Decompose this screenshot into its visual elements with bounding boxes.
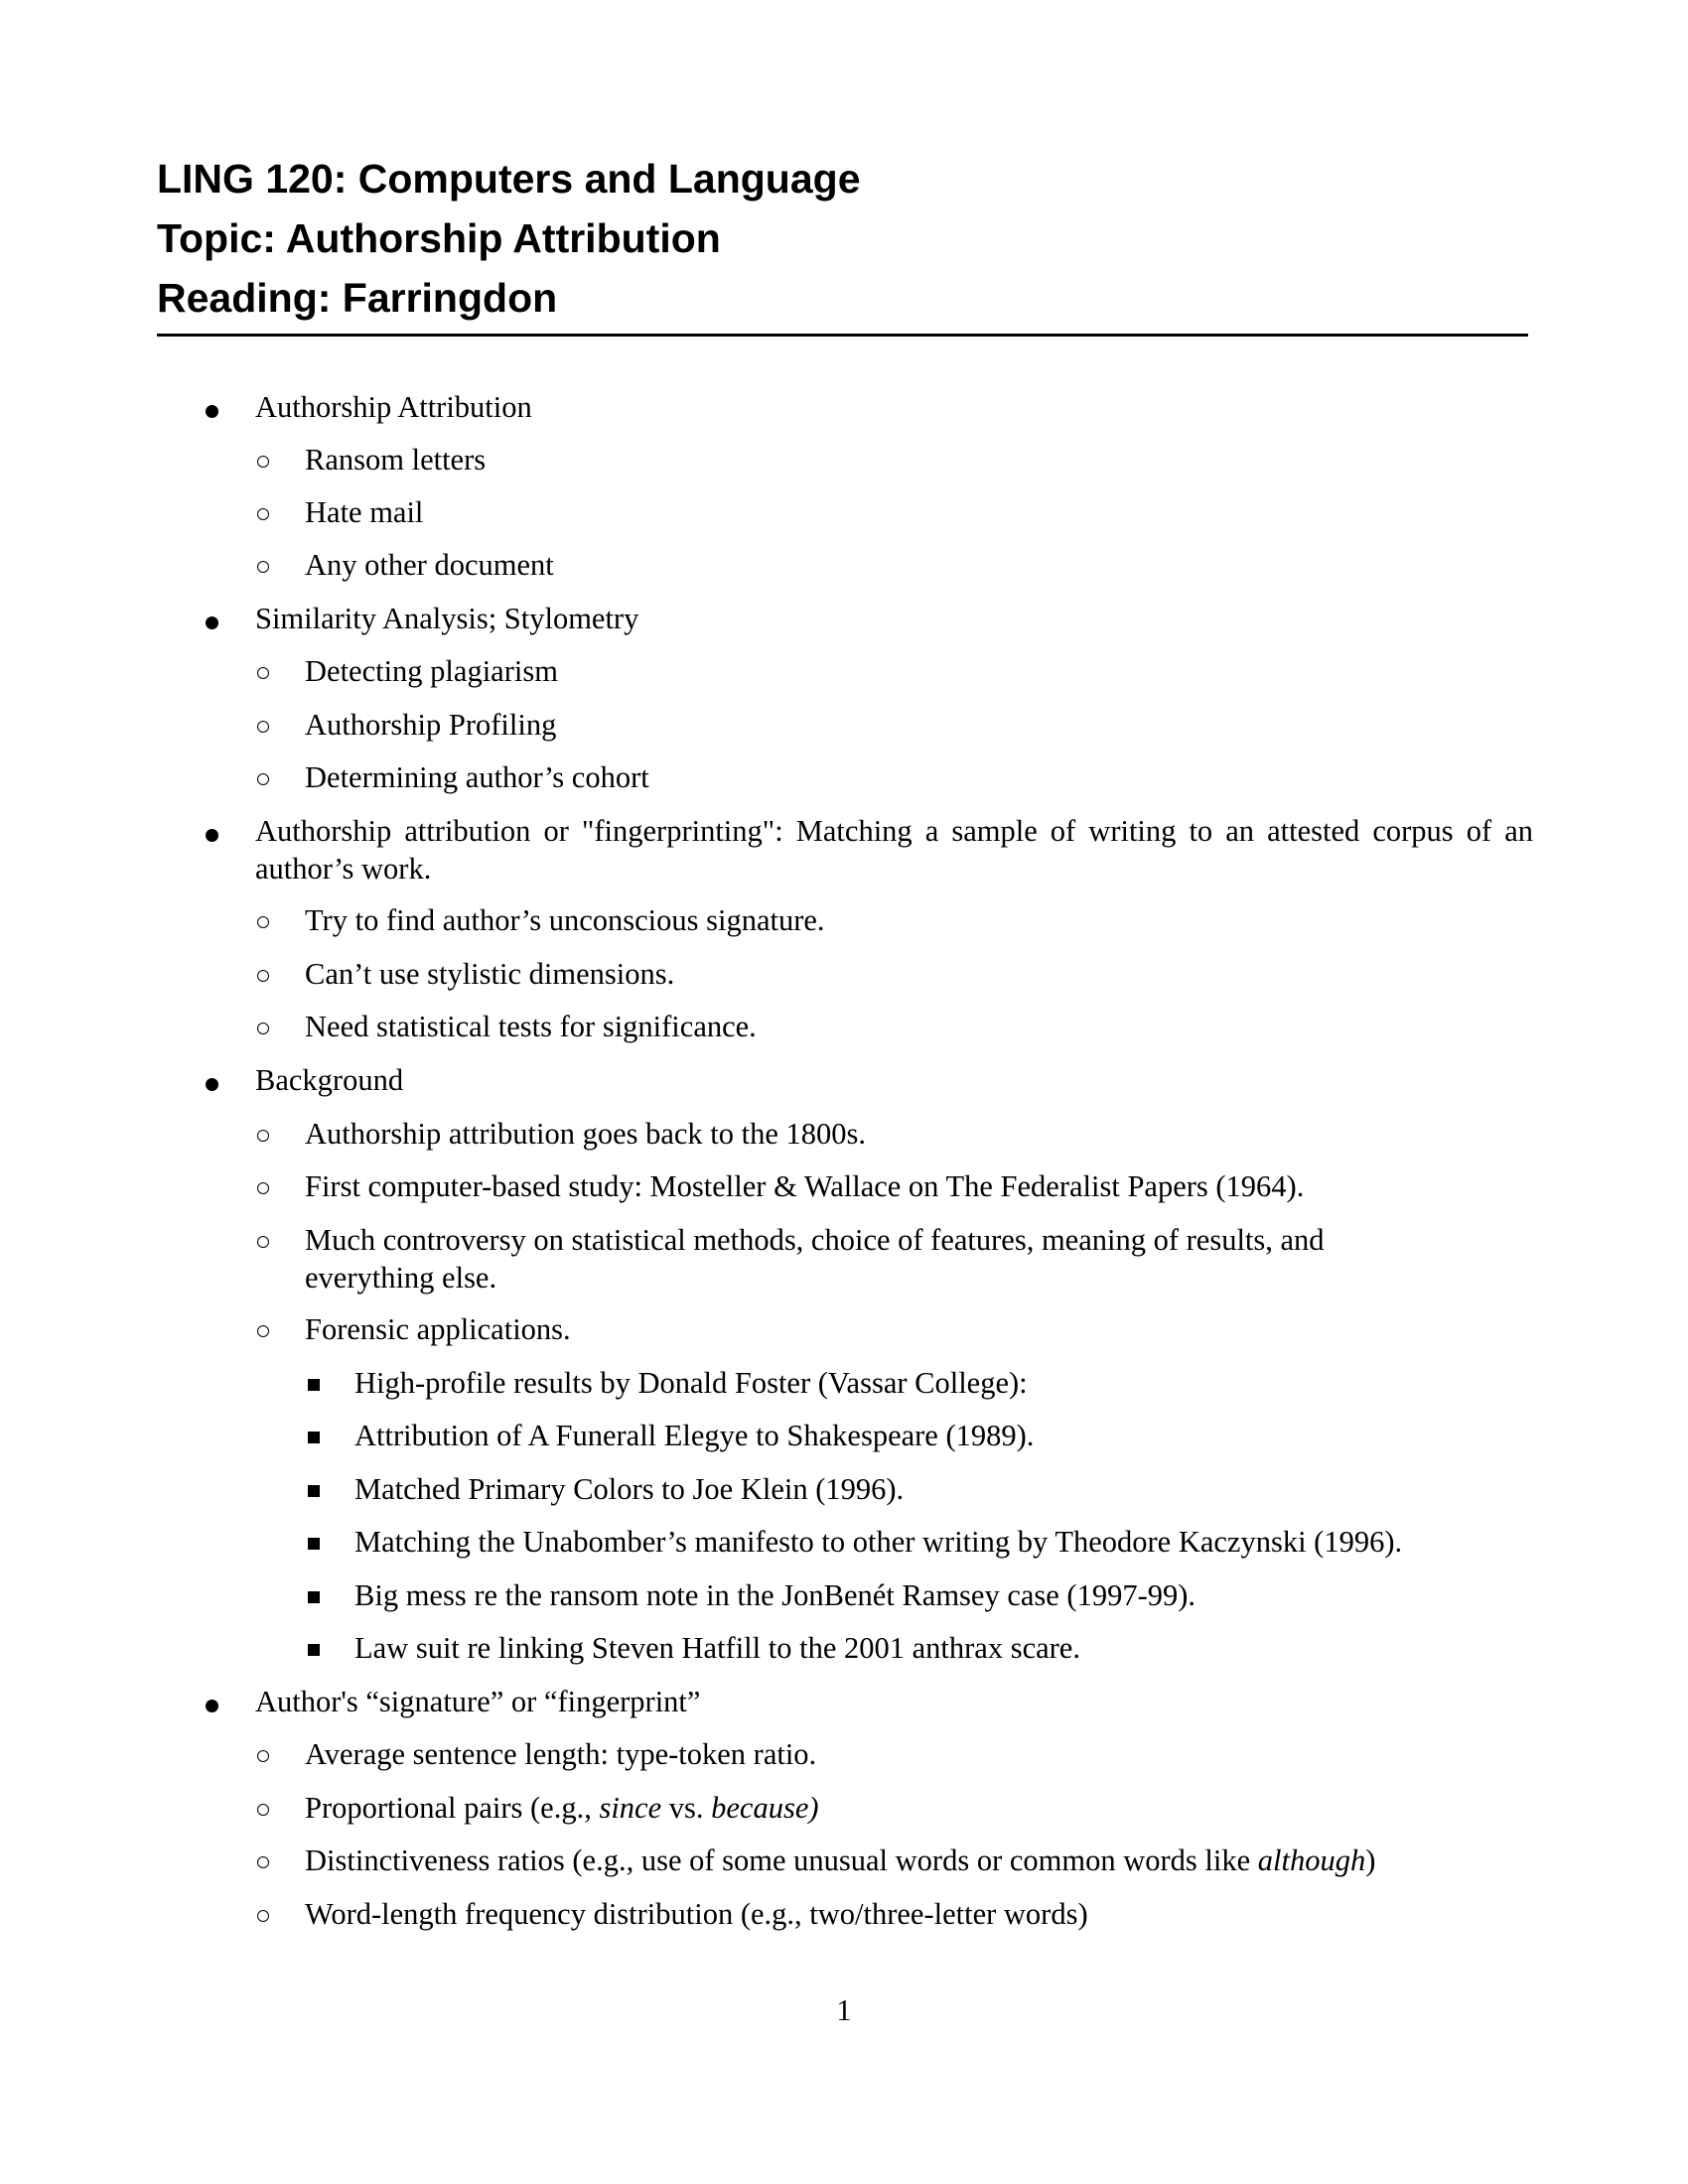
bullet-icon — [206, 405, 218, 418]
circle-bullet-icon — [257, 508, 269, 520]
circle-bullet-icon — [257, 1325, 269, 1337]
circle-bullet-icon — [257, 1856, 269, 1868]
circle-bullet-icon — [257, 1023, 269, 1034]
square-bullet-icon — [308, 1432, 320, 1443]
circle-bullet-icon — [257, 1130, 269, 1142]
circle-bullet-icon — [257, 667, 269, 679]
circle-bullet-icon — [257, 1236, 269, 1248]
circle-bullet-icon — [257, 970, 269, 982]
document-header — [157, 149, 1528, 337]
circle-bullet-icon — [257, 773, 269, 785]
bullet-icon — [206, 616, 218, 629]
reading-title: Reading: Farringdon — [157, 275, 558, 321]
document-page: LING 120: Computers and Language Topic: Authorship Attribution Reading: Farringdon Authorship Attribution Ransom letters Hate mail Any other document Similarity Analysis; Stylometry Detecting plagiarism Authorship Profiling Determining author’s cohort Authorship attribution or "fingerprinting": Matching a sample of writing to an attested corpus of an author’s work. Try to find author’s unconscious signature. Can’t use stylistic dimensions. Need statistical tests for significance. Background Authorship attribution goes back to the 1800s. First computer-based study: Mosteller & Wallace on The Federalist Papers (1964). Much controversy on statistical methods, choice of features, meaning of results, and everything else. Forensic applications. High-profile results by Donald Foster (Vassar College): Attribution of A Funerall Elegye to Shakespeare (1989). Matched Primary Colors to Joe Klein (1996). Matching the Unabomber’s manifesto to other writing by Theodore Kaczynski (1996). Big mess re the ransom note in the JonBenét Ramsey case (1997-99). Law suit re linking Steven Hatfill to the 2001 anthrax scare. Author's “signature” or “fingerprint” Average sentence length: type-token ratio. Proportional pairs (e.g., since vs. because) Distinctiveness ratios (e.g., use of some unusual words or common words like although) Word-length frequency distribution (e.g., two/three-letter words) 1 — [0, 0, 1688, 2184]
page-number: 1 — [836, 1993, 852, 2027]
topic-title: Topic: Authorship Attribution — [157, 215, 721, 261]
bullet-icon — [206, 1078, 218, 1091]
circle-bullet-icon — [257, 456, 269, 468]
square-bullet-icon — [308, 1538, 320, 1550]
course-title: LING 120: Computers and Language — [157, 156, 861, 202]
circle-bullet-icon — [257, 721, 269, 733]
circle-bullet-icon — [257, 1750, 269, 1762]
proportional-pairs-text: Proportional pairs (e.g., since vs. because) — [305, 1791, 819, 1825]
square-bullet-icon — [308, 1379, 320, 1391]
bullet-icon — [206, 1700, 218, 1712]
circle-bullet-icon — [257, 561, 269, 573]
square-bullet-icon — [308, 1591, 320, 1603]
circle-bullet-icon — [257, 1804, 269, 1816]
distinctiveness-text: Distinctiveness ratios (e.g., use of some unusual words or common words like although) — [305, 1843, 1376, 1877]
bullet-icon — [206, 829, 218, 842]
circle-bullet-icon — [257, 916, 269, 928]
square-bullet-icon — [308, 1485, 320, 1497]
square-bullet-icon — [308, 1644, 320, 1656]
circle-bullet-icon — [257, 1910, 269, 1922]
circle-bullet-icon — [257, 1182, 269, 1194]
